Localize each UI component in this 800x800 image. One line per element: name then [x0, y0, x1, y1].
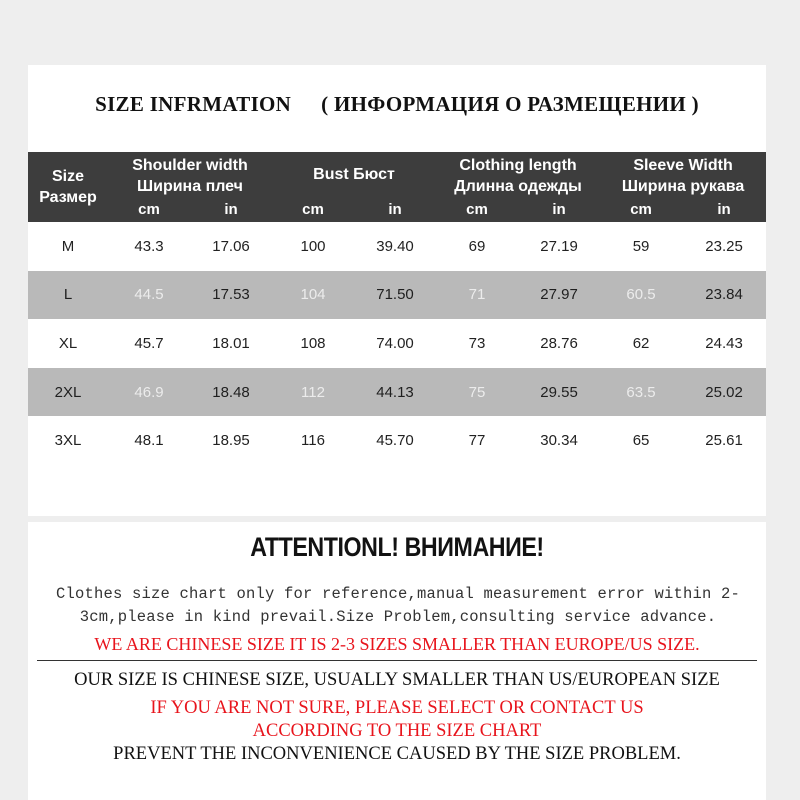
table-cell: 60.5: [600, 271, 682, 320]
notice-line-1: Clothes size chart only for reference,manual measurement error within 2-: [55, 585, 741, 603]
attention-heading: ATTENTIONL! ВНИМАНИЕ!: [250, 532, 544, 562]
unit-cm: cm: [108, 197, 190, 222]
table-cell: 104: [272, 271, 354, 320]
table-cell: 69: [468, 237, 486, 255]
table-cell: 25.02: [682, 368, 766, 417]
table-cell: 59: [632, 237, 650, 255]
reference-notice: [34, 583, 762, 629]
clothing-length-header: [436, 152, 600, 197]
table-cell: 77: [468, 432, 486, 450]
table-cell: 43.3: [134, 237, 164, 255]
table-cell: 44.5: [108, 271, 190, 320]
bust-label: Bust Бюст: [313, 166, 395, 184]
table-cell: 108: [300, 334, 326, 352]
size-cell: 2XL: [28, 368, 108, 417]
sleeve-width-label: Sleeve Width: [633, 157, 733, 175]
inconvenience-note: PREVENT THE INCONVENIENCE CAUSED BY THE SIZE PROBLEM.: [113, 744, 681, 764]
table-cell: 39.40: [376, 237, 414, 255]
clothing-length-label: Clothing length: [459, 157, 577, 175]
table-cell: 112: [272, 368, 354, 417]
table-cell: 23.25: [705, 237, 743, 255]
size-header-en: Size: [51, 168, 84, 185]
unit-in: in: [518, 197, 600, 222]
table-cell: 44.13: [354, 368, 436, 417]
unit-header-row: [28, 197, 766, 222]
size-column-header: [28, 152, 108, 222]
table-row: [28, 319, 766, 368]
table-cell: 46.9: [108, 368, 190, 417]
clothing-length-label-ru: Длинна одежды: [454, 178, 582, 196]
table-cell: 17.06: [212, 237, 250, 255]
table-cell: 100: [300, 237, 326, 255]
table-row: [28, 368, 766, 417]
sleeve-width-label-ru: Ширина рукава: [621, 178, 745, 196]
table-cell: 18.95: [212, 432, 250, 450]
table-row: [28, 222, 766, 271]
chinese-size-warning: WE ARE CHINESE SIZE IT IS 2-3 SIZES SMALLER THAN EUROPE/US SIZE.: [94, 634, 700, 654]
title-russian: ( ИНФОРМАЦИЯ О РАЗМЕЩЕНИИ ): [321, 92, 699, 116]
shoulder-width-header: [108, 152, 272, 197]
table-cell: 75: [436, 368, 518, 417]
table-cell: 45.7: [134, 334, 164, 352]
size-header-ru: Размер: [39, 189, 97, 206]
notice-line-2: 3cm,please in kind prevail.Size Problem,consulting service advance.: [79, 608, 717, 626]
size-cell: XL: [58, 334, 78, 352]
shoulder-width-label-ru: Ширина плеч: [137, 178, 243, 196]
table-cell: 74.00: [376, 334, 414, 352]
table-cell: 30.34: [540, 432, 578, 450]
table-cell: 17.53: [190, 271, 272, 320]
table-cell: 27.97: [518, 271, 600, 320]
table-cell: 73: [468, 334, 486, 352]
unit-cm: cm: [436, 197, 518, 222]
page-title: [28, 92, 766, 117]
size-table: [28, 152, 766, 465]
size-cell: M: [61, 237, 75, 255]
table-cell: 71: [436, 271, 518, 320]
table-cell: 23.84: [682, 271, 766, 320]
bust-header: [272, 152, 436, 197]
size-cell: L: [28, 271, 108, 320]
contact-us-note: IF YOU ARE NOT SURE, PLEASE SELECT OR CONTACT US: [150, 698, 644, 718]
table-cell: 65: [632, 432, 650, 450]
table-cell: 45.70: [376, 432, 414, 450]
table-row: [28, 416, 766, 465]
size-cell: 3XL: [54, 432, 82, 450]
divider: [37, 660, 757, 661]
table-row: [28, 271, 766, 320]
size-chart-note: ACCORDING TO THE SIZE CHART: [252, 721, 542, 741]
table-cell: 18.48: [190, 368, 272, 417]
unit-in: in: [190, 197, 272, 222]
table-cell: 25.61: [705, 432, 743, 450]
table-cell: 24.43: [705, 334, 743, 352]
table-cell: 116: [301, 432, 325, 450]
chinese-size-note: OUR SIZE IS CHINESE SIZE, USUALLY SMALLER THAN US/EUROPEAN SIZE: [74, 670, 720, 690]
table-cell: 71.50: [354, 271, 436, 320]
table-header-row: [28, 152, 766, 197]
sleeve-width-header: [600, 152, 766, 197]
table-cell: 18.01: [212, 334, 250, 352]
table-cell: 29.55: [518, 368, 600, 417]
table-cell: 48.1: [134, 432, 164, 450]
unit-in: in: [682, 197, 766, 222]
table-cell: 63.5: [600, 368, 682, 417]
shoulder-width-label: Shoulder width: [132, 157, 248, 175]
unit-cm: cm: [272, 197, 354, 222]
unit-cm: cm: [600, 197, 682, 222]
table-cell: 27.19: [540, 237, 578, 255]
table-cell: 28.76: [540, 334, 578, 352]
unit-in: in: [354, 197, 436, 222]
title-english: SIZE INFRMATION: [95, 92, 292, 116]
table-cell: 62: [632, 334, 650, 352]
